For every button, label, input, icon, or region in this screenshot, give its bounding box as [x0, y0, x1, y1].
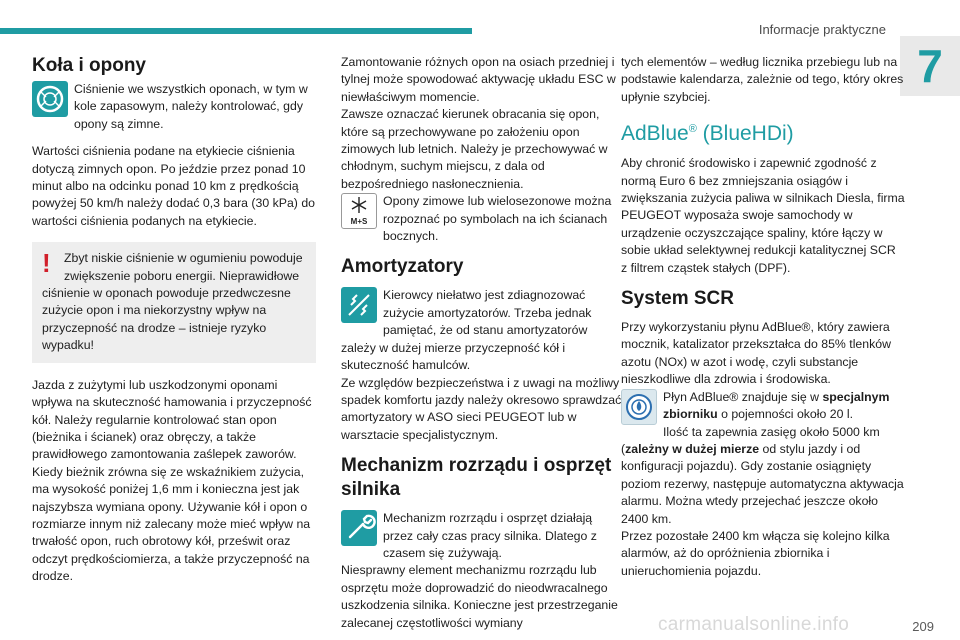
watermark: carmanualsonline.info: [658, 614, 850, 635]
warning-box: [32, 242, 316, 362]
heading-shock-absorbers: Amortyzatory: [341, 256, 464, 278]
paragraph: Płyn AdBlue® znajduje się w specjalnym zbiorniku o pojemności około 20 l.: [663, 389, 890, 422]
chapter-number: 7: [917, 40, 943, 92]
section-title: Informacje praktyczne: [758, 22, 886, 37]
page-number: 209: [912, 619, 934, 634]
paragraph: Jazda z zużytymi lub uszkodzonymi oponami wpływa na skuteczność hamowania i przyczepność kół. Należy regularnie kontrolować stan opon (bieżnika i ścianek) oraz obręczy, a także prawidłowego zamontowania zaślepek zaworów.: [32, 377, 312, 462]
heading-timing-belt: Mechanizm rozrządu i osprzęt silnika: [341, 455, 612, 501]
warning-exclamation-icon: !: [42, 248, 51, 279]
paragraph: Ilość ta zapewnia zasięg około 5000 km (zależny w dużej mierze od stylu jazdy i od konfiguracji pojazdu). Gdy zostanie osiągnięty poziom rezerwy, następuje automatyczna aktywacja alarmu. Można wtedy przejechać jeszcze około 2400 km.: [621, 424, 904, 526]
paragraph: Ciśnienie we wszystkich oponach, w tym w kole zapasowym, należy kontrolować, gdy opony są zimne.: [74, 82, 308, 131]
paragraph: Kiedy bieżnik zrówna się ze wskaźnikiem zużycia, ma wysokość poniżej 1,6 mm i konieczna jest jak najszybsza wymiana opony. Używanie kół i opon o rozmiarze innym niż zalecany może mieć wpływ na trwałość opon, ruch obrotowy kół, prześwit oraz odczyt prędkościomierza, a także przyczepność na drodze.: [32, 464, 311, 584]
paragraph: Kierowcy niełatwo jest zdiagnozować zużycie amortyzatorów. Trzeba jednak pamiętać, że od stanu amortyzatorów zależy w dużej mierze przyczepność kół i skuteczność hamulców.: [341, 288, 592, 373]
paragraph: Ze względów bezpieczeństwa i z uwagi na możliwy spadek komfortu jazdy należy okresowo sprawdzać amortyzatory w ASO sieci PEUGEOT lub w warsztacie specjalistycznym.: [341, 375, 622, 442]
paragraph: Przy wykorzystaniu płynu AdBlue®, który zawiera mocznik, katalizator przekształca do 85% tlenków azotu (NOx) w azot i wodę, czyli substancje nieszkodliwe dla zdrowia i środowiska.: [621, 320, 891, 387]
chapter-tab: [900, 36, 960, 96]
warning-text: Zbyt niskie ciśnienie w ogumieniu powoduje zwiększenie poboru energii. Nieprawidłowe ciśnienie w oponach powoduje przedwczesne zużycie opon i ma niekorzystny wpływ na przyczepność na drodze – istnieje ryzyko wypadku!: [42, 251, 303, 353]
paragraph: Wartości ciśnienia podane na etykiecie ciśnienia dotyczą zimnych opon. Po jeździe przez ponad 10 minut albo na odcinku ponad 10 km z prędkością powyżej 50 km/h należy dodać 0,3 bara (30 kPa) do wartości ciśnienia podanych na etykiecie.: [32, 144, 315, 228]
adblue-tank-icon: [621, 389, 657, 425]
heading-adblue: AdBlue® (BlueHDi): [621, 122, 794, 146]
paragraph: Aby chronić środowisko i zapewnić zgodność z normą Euro 6 bez zmniejszania osiągów i zwiększania zużycia paliwa w silnikach Diesla, firma PEUGEOT wyposaża swoje samochody w urządzenie oczyszczające spaliny, które łączy w sobie układ selektywnej redukcji katalitycznej SCR z filtrem cząstek stałych (DPF).: [621, 156, 905, 275]
wrench-icon: [341, 510, 377, 546]
column-1: [32, 54, 316, 586]
column-2: [341, 54, 625, 632]
heading-scr-system: System SCR: [621, 288, 734, 310]
ms-label: M+S: [350, 217, 368, 227]
paragraph: Zamontowanie różnych opon na osiach przedniej i tylnej może spowodować aktywację układu ESC w niewłaściwym momencie.: [341, 55, 616, 104]
paragraph: Niesprawny element mechanizmu rozrządu lub osprzętu może doprowadzić do nieodwracalnego uszkodzenia silnika. Konieczne jest przestrzeganie zalecanej częstotliwości wymiany: [341, 563, 618, 630]
column-3: [621, 54, 905, 580]
heading-wheels-tyres: Koła i opony: [32, 55, 146, 76]
m-s-snowflake-icon: [341, 193, 377, 229]
paragraph: Przez pozostałe 2400 km włącza się kolejno kilka alarmów, aż do opróżnienia zbiornika i unieruchomienia pojazdu.: [621, 528, 890, 578]
header-accent-bar: [0, 28, 472, 34]
paragraph: Opony zimowe lub wielosezonowe można rozpoznać po symbolach na ich ścianach bocznych.: [383, 194, 612, 244]
paragraph: Zawsze oznaczać kierunek obracania się opon, które są przechowywane po założeniu opon zimowych lub letnich. Należy je przechowywać w chłodnym, suchym miejscu, z dala od bezpośredniego nasłonecznienia.: [341, 107, 608, 191]
paragraph: tych elementów – według licznika przebiegu lub na podstawie kalendarza, zależnie od tego, który okres upłynie szybciej.: [621, 55, 904, 104]
tyre-icon: [32, 81, 68, 117]
paragraph: Mechanizm rozrządu i osprzęt działają przez cały czas pracy silnika. Dlatego z czasem się zużywają.: [383, 511, 597, 560]
shock-absorber-icon: [341, 287, 377, 323]
